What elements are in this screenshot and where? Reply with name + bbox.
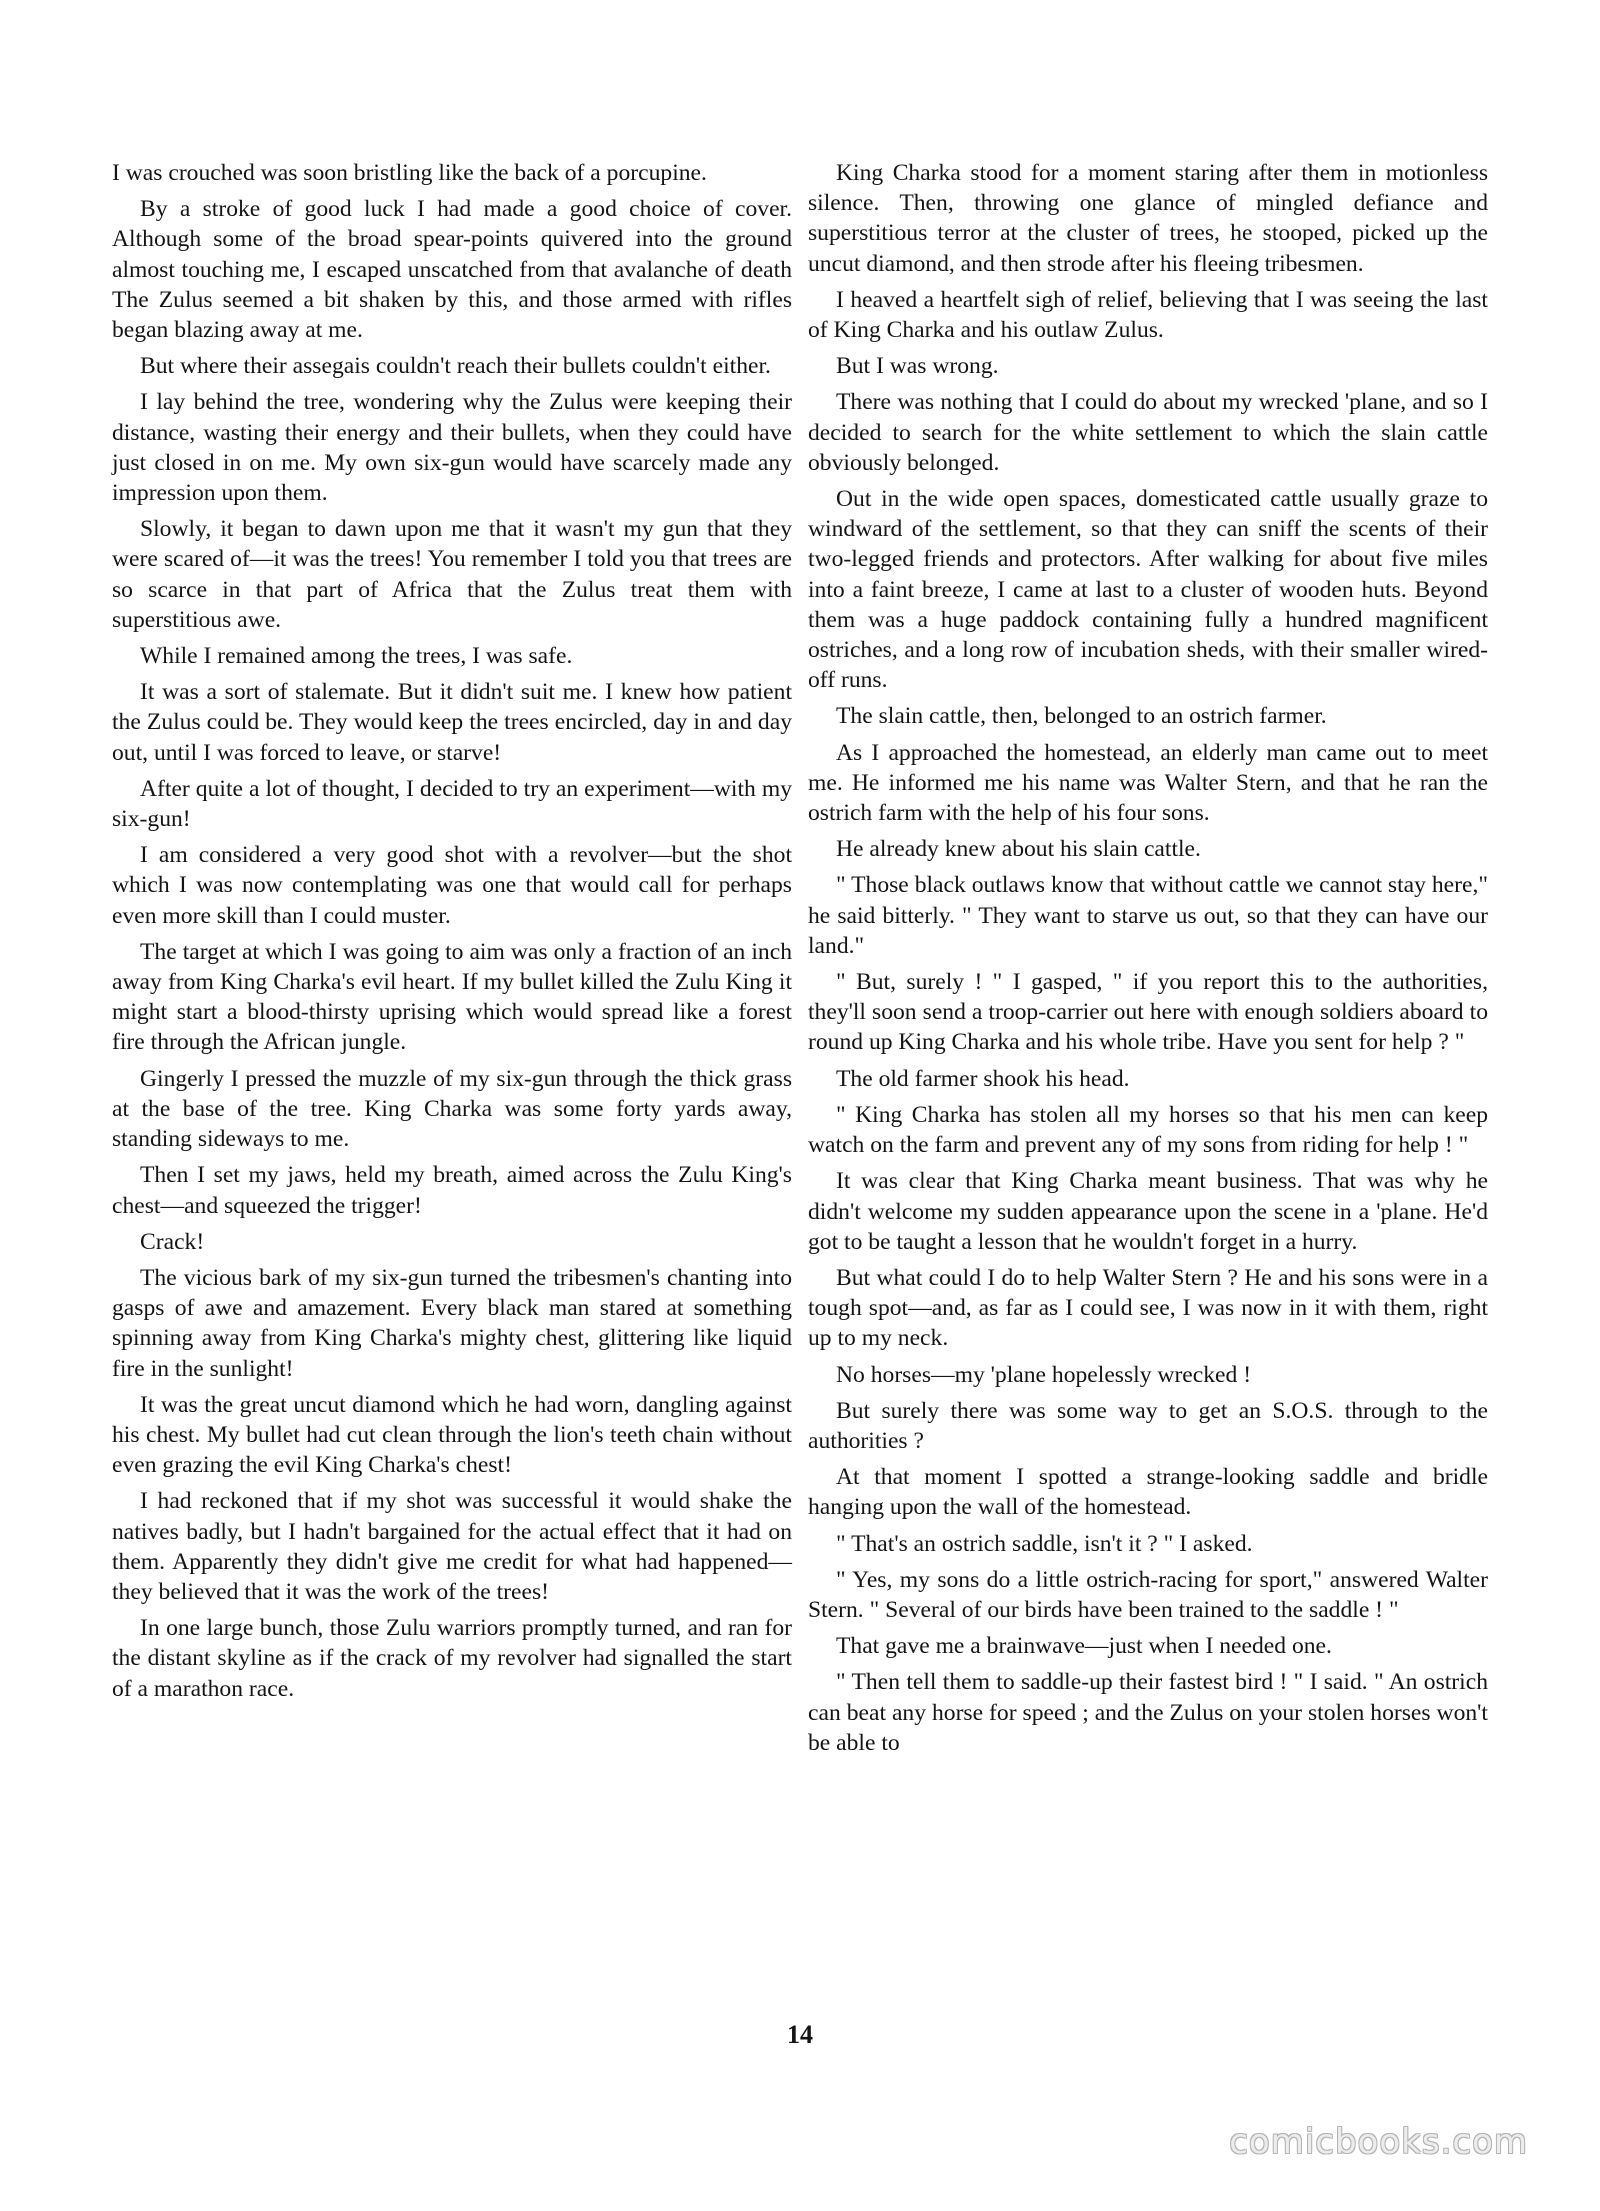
paragraph: " Those black outlaws know that without cattle we cannot stay here," he said bitterly. " They want to starve us out, so that they can have our land.": [808, 872, 1488, 959]
paragraph: The old farmer shook his head.: [836, 1065, 1130, 1092]
paragraph: The target at which I was going to aim was only a fraction of an inch away from King Charka's evil heart. If my bullet killed the Zulu King it might start a blood-thirsty uprising which would spread like a forest fire through the African jungle.: [112, 938, 792, 1056]
paragraph: After quite a lot of thought, I decided to try an experiment—with my six-gun!: [112, 775, 792, 833]
paragraph: As I approached the homestead, an elderly man came out to meet me. He informed me his name was Walter Stern, and that he ran the ostrich farm with the help of his four sons.: [808, 739, 1488, 827]
paragraph: I heaved a heartfelt sigh of relief, believing that I was seeing the last of King Charka and his outlaw Zulus.: [808, 286, 1488, 344]
paragraph: In one large bunch, those Zulu warriors promptly turned, and ran for the distant skyline as if the crack of my revolver had signalled the start of a marathon race.: [112, 1615, 792, 1702]
paragraph: That gave me a brainwave—just when I needed one.: [836, 1633, 1332, 1660]
paragraph: " Then tell them to saddle-up their fastest bird ! " I said. " An ostrich can beat any horse for speed ; and the Zulus on your stolen horses won't be able to: [808, 1669, 1488, 1756]
paragraph: But what could I do to help Walter Stern ? He and his sons were in a tough spot—and, as far as I could see, I was now in it with them, right up to my neck.: [808, 1264, 1488, 1352]
paragraph: King Charka stood for a moment staring after them in motionless silence. Then, throwing one glance of mingled defiance and superstitious terror at the cluster of trees, he stooped, picked up the uncut diamond, and then strode after his fleeing tribesmen.: [808, 160, 1488, 277]
paragraph: Slowly, it began to dawn upon me that it wasn't my gun that they were scared of—it was the trees! You remember I told you that trees are so scarce in that part of Africa that the Zulus treat them with superstitious awe.: [112, 516, 792, 633]
paragraph: By a stroke of good luck I had made a good choice of cover. Although some of the broad spear-points quivered into the ground almost touching me, I escaped unscatched from that avalanche of death The Zulus seemed a bit shaken by this, and those armed with rifles began blazing away at me.: [112, 196, 792, 344]
paragraph: At that moment I spotted a strange-looking saddle and bridle hanging upon the wall of the homestead.: [808, 1464, 1488, 1521]
left-text-column: [112, 158, 792, 1710]
paragraph: I lay behind the tree, wondering why the Zulus were keeping their distance, wasting their energy and their bullets, when they could have just closed in on me. My own six-gun would have scarcely made any impression upon them.: [112, 389, 792, 507]
paragraph: It was the great uncut diamond which he had worn, dangling against his chest. My bullet had cut clean through the lion's teeth chain without even grazing the evil King Charka's chest!: [112, 1391, 792, 1479]
paragraph: I am considered a very good shot with a revolver—but the shot which I was now contemplating was one that would call for perhaps even more skill than I could muster.: [112, 842, 792, 929]
paragraph: No horses—my 'plane hopelessly wrecked !: [836, 1361, 1252, 1388]
paragraph: Then I set my jaws, held my breath, aimed across the Zulu King's chest—and squeezed the trigger!: [112, 1162, 792, 1219]
paragraph: It was a sort of stalemate. But it didn't suit me. I knew how patient the Zulus could be. They would keep the trees encircled, day in and day out, until I was forced to leave, or starve!: [112, 679, 792, 766]
paragraph: The vicious bark of my six-gun turned the tribesmen's chanting into gasps of awe and amazement. Every black man stared at something spinning away from King Charka's mighty chest, glittering like liquid fire in the sunlight!: [112, 1264, 792, 1382]
paragraph: There was nothing that I could do about my wrecked 'plane, and so I decided to search for the white settlement to which the slain cattle obviously belonged.: [808, 389, 1488, 476]
paragraph: " King Charka has stolen all my horses so that his men can keep watch on the farm and prevent any of my sons from riding for help ! ": [808, 1101, 1488, 1159]
paragraph: Out in the wide open spaces, domesticated cattle usually graze to windward of the settlement, so that they can sniff the scents of their two-legged friends and protectors. After walking for about five miles into a faint breeze, I came at last to a cluster of wooden huts. Beyond them was a huge paddock containing fully a hundred magnificent ostriches, and a long row of incubation sheds, with their smaller wired-off runs.: [808, 486, 1488, 694]
right-text-column: [808, 158, 1488, 1764]
paragraph: I was crouched was soon bristling like the back of a porcupine.: [112, 160, 707, 186]
paragraph: But where their assegais couldn't reach their bullets couldn't either.: [140, 353, 771, 380]
watermark: comicbooks.com: [1229, 2122, 1528, 2162]
paragraph: The slain cattle, then, belonged to an ostrich farmer.: [836, 703, 1327, 730]
paragraph: Gingerly I pressed the muzzle of my six-gun through the thick grass at the base of the tree. King Charka was some forty yards away, standing sideways to me.: [112, 1065, 792, 1153]
paragraph: It was clear that King Charka meant business. That was why he didn't welcome my sudden appearance upon the scene in a 'plane. He'd got to be taught a lesson that he wouldn't forget in a hurry.: [808, 1168, 1488, 1255]
page-number: 14: [787, 2020, 813, 2049]
paragraph: He already knew about his slain cattle.: [836, 836, 1201, 863]
paragraph: Crack!: [140, 1228, 205, 1255]
paragraph: " But, surely ! " I gasped, " if you report this to the authorities, they'll soon send a troop-carrier out here with enough soldiers aboard to round up King Charka and his whole tribe. Have you sent for help ? ": [808, 969, 1488, 1056]
paragraph: But I was wrong.: [836, 353, 999, 380]
paragraph: " Yes, my sons do a little ostrich-racing for sport," answered Walter Stern. " Several of our birds have been trained to the saddle ! ": [808, 1566, 1488, 1623]
paragraph: " That's an ostrich saddle, isn't it ? " I asked.: [836, 1530, 1253, 1557]
paragraph: I had reckoned that if my shot was successful it would shake the natives badly, but I hadn't bargained for the actual effect that it had on them. Apparently they didn't give me credit for what had happened—they believed that it was the work of the trees!: [112, 1488, 792, 1605]
paragraph: While I remained among the trees, I was safe.: [140, 643, 573, 670]
paragraph: But surely there was some way to get an S.O.S. through to the authorities ?: [808, 1397, 1488, 1454]
